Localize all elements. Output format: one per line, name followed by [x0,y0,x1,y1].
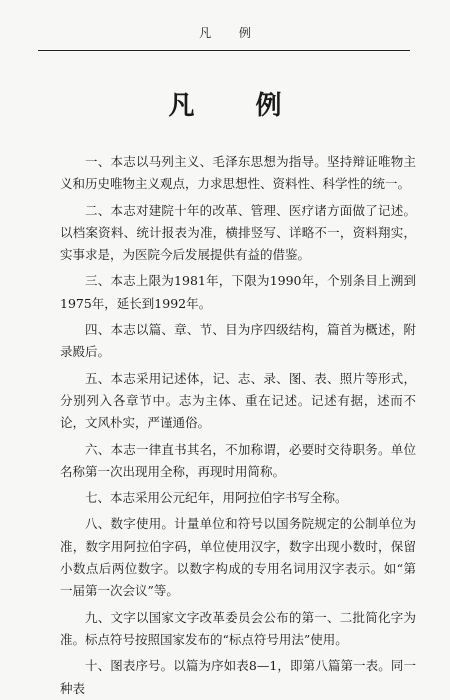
paragraph-5: 五、本志采用记述体，记、志、录、图、表、照片等形式，分别列入各章节中。志为主体、重在记述。记述有据，述而不论，文风朴实，严谨通俗。 [60,370,416,431]
paragraph-4: 四、本志以篇、章、节、目为序四级结构，篇首为概述，附录殿后。 [60,322,416,360]
paragraph-2: 二、本志对建院十年的改革、管理、医疗诸方面做了记述。以档案资料、统计报表为准，横排竖写、详略不一，资料翔实，实事求是，为医院今后发展提供有益的借鉴。 [60,202,416,263]
paragraph-8: 八、数字使用。计量单位和符号以国务院规定的公制单位为准，数字用阿拉伯字码，单位使用汉字，数字出现小数时，保留小数点后两位数字。以数字构成的专用名词用汉字表示。如“第一届第一次会议”等。 [60,516,416,599]
paragraph-9: 九、文字以国家文字改革委员会公布的第一、二批简化字为准。标点符号按照国家发布的“标点符号用法”使用。 [60,609,416,647]
page-title: 凡 例 [168,91,308,121]
header-rule [38,50,410,51]
body-text [60,151,416,700]
paragraph-3: 三、本志上限为1981年，下限为1990年，个别条目上溯到1975年，延长到1992年。 [60,273,416,311]
paragraph-10: 十、图表序号。以篇为序如表8—1，即第八篇第一表。同一种表 [60,658,416,696]
paragraph-7: 七、本志采用公元纪年，用阿拉伯字书写全称。 [85,490,348,506]
running-head: 凡 例 [199,26,263,40]
paragraph-1: 一、本志以马列主义、毛泽东思想为指导。坚持辩证唯物主义和历史唯物主义观点，力求思想性、资料性、科学性的统一。 [60,154,416,192]
paragraph-6: 六、本志一律直书其名，不加称谓，必要时交待职务。单位名称第一次出现用全称，再现时用简称。 [60,441,416,479]
